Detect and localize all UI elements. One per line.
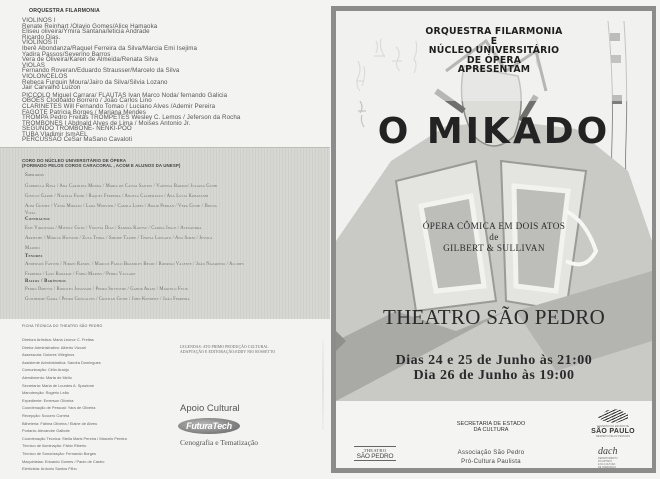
tenors-label: Tenores xyxy=(25,253,43,259)
tech-item: Expediente: Emerson Oliveira xyxy=(22,397,74,403)
orchestra-line: TUBA Vladimir IsmAEL xyxy=(22,130,88,138)
sp-logo-name: SÃO PAULO xyxy=(591,428,635,435)
credit-line: LEGENDAS: ATO PRIMO PRODUÇÃO CULTURAL xyxy=(180,345,269,349)
sponsors-strip xyxy=(336,401,652,473)
singer-line: Pedro Ometto / Rodolfo Jonasson / Pedro Silvestre / Gabor Arani / Marcelo Felix xyxy=(25,287,189,293)
presenter-line: DE ÓPERA xyxy=(466,54,522,66)
presenter-line: APRESENTAM xyxy=(457,64,531,76)
tech-item: Atendimento: Marta de Mello xyxy=(22,374,72,380)
orchestra-line: Fernando Roveran/Eduardo Strausser/Marcelo da Silva xyxy=(22,67,180,75)
theatro-sao-pedro-logo xyxy=(354,446,396,461)
fold-crease xyxy=(322,340,324,430)
singer-line: Vital xyxy=(25,211,36,217)
cultural-support-label: Apoio Cultural xyxy=(180,403,240,414)
dach-line: DEPARTAMENTO xyxy=(598,457,618,460)
tech-item: Eletricista: Antonio Santos Filho xyxy=(22,466,77,472)
orchestra-line: VIOLAS xyxy=(22,61,45,69)
theatro-logo-line: THEATRO xyxy=(354,446,396,453)
orchestra-line: CLARINETES Will Fernando Tomao / Luciano Alves /Ademir Pereira xyxy=(22,102,216,110)
orchestra-line: Eliseu oliveira/Ymira Santana/leticia Andrade xyxy=(22,28,150,36)
sp-logo-tagline: RESPEITO PELAS PESSOAS xyxy=(596,435,630,438)
orchestra-line: TROMBONES I Abdnald Alves de Lima / Moises Antonio Jr. xyxy=(22,119,191,127)
sao-paulo-government-logo xyxy=(589,409,637,438)
opera-authors: GILBERT & SULLIVAN xyxy=(443,243,545,253)
singer-line: Giselle Garde / Natália Froni / Raquel Ferreira / Angela Calderazzo / Ana Lucia Kobayashi xyxy=(25,193,209,199)
sao-paulo-map-icon xyxy=(598,409,628,423)
orchestra-line: Ricardo Dias. xyxy=(22,33,61,41)
singer-line: Emy Yokoyama / Miyuky Goto / Violeta Dias / Sandra Kaetsu / Carina Ingle / Alexandra xyxy=(25,226,202,232)
sponsor-tagline: Cenografia e Tematização xyxy=(180,438,259,447)
opera-title: O MIKADO xyxy=(377,111,611,152)
orchestra-line: PICCOLO Miguel Carrara/ FLAUTAS Ivan Marco Noda/ fernando Galicia xyxy=(22,91,228,99)
contraltos-label: Contraltos xyxy=(25,217,50,223)
poster-cover xyxy=(331,6,656,473)
tech-sheet-section xyxy=(0,319,330,479)
poster-text-layer xyxy=(336,11,652,468)
opera-subtitle: ÓPERA CÔMICA EM DOIS ATOS xyxy=(422,221,566,231)
orchestra-section xyxy=(22,8,327,143)
singer-line: Anderson Fantini / Nikkei Rafael / Marcos Paulo Brandles Belmi / Rodrigo Valente / João Nazareno / Alcides xyxy=(25,261,244,267)
singer-line: Arrieche / Márcia Hotsumi / Zuza Terra / Simone Tarine / Teresa Longato / Ana Sorni / Jessica xyxy=(25,236,213,242)
credit-line: ADAPTAÇÃO E EDITORAÇÃO:EDDY NIO ROSSETTO xyxy=(180,350,276,354)
dach-logo xyxy=(598,446,634,469)
secretaria-line: DA CULTURA xyxy=(473,427,509,434)
tech-item: Coordenação Técnica: Stella Maris Pereira / Marcelo Pereira xyxy=(22,435,127,441)
dach-line: DE HAMBURGO xyxy=(598,466,617,469)
choir-heading-line: CORO DO NÚCLEO UNIVERSITÁRIO DE ÓPERA xyxy=(22,158,127,163)
tech-item: Portaria: Alexandre Galbote xyxy=(22,428,70,434)
orchestra-line: OBOÉS Clodoaldo Borrero / João Carlos Lino xyxy=(22,97,152,105)
orchestra-line: VIOLINOS II xyxy=(22,39,58,47)
opera-subtitle-by: de xyxy=(489,232,499,242)
orchestra-line: PERCUSSÃO CeSar MaSano Cavaloti xyxy=(22,136,133,144)
tech-item: Diretor Administrativo: Alberto Viccari xyxy=(22,344,86,350)
associacao-sao-pedro-logo xyxy=(446,449,536,467)
orchestra-line: TROMPA Pedro Freitas TROMPETES Wesley C. Lemos / Jeferson da Rocha xyxy=(22,114,241,122)
orchestra-line: Yadira Passos/Severino Barros xyxy=(22,50,111,58)
orchestra-line: VIOLINOS I xyxy=(22,17,56,24)
tech-item: Assessoria: Dolores Villeginos xyxy=(22,352,75,358)
singer-line: Gabriella Rosa / Ana Carolina Moura / Maria de Cassia Santos / Vanessa Barros/ Juliana Gushi xyxy=(25,184,218,189)
tech-item: Recepção: Socorro Correia xyxy=(22,412,70,418)
tech-item: Técnico de Sonorização: Fernando Borges xyxy=(22,450,96,456)
tech-item: Secretaria: Maria de Lourdes A. Spazione xyxy=(22,382,95,388)
sopranos-label: Sopranos xyxy=(25,173,45,178)
venue-name: THEATRO SÃO PEDRO xyxy=(382,305,606,329)
orchestra-line: FAGOTE Patricia Borges / Mariana Mendes xyxy=(22,108,146,116)
tech-item: Diretora Artística: Maria Leonor C. Freitas xyxy=(22,337,94,342)
basses-label: Baixos / Barítonos xyxy=(25,279,66,285)
singer-line: Makino xyxy=(25,245,40,251)
singer-line: Guilherme Gama / Pedro Gonçalves / Cristian Gushi / John Kennedy / João Ferreira xyxy=(25,297,190,303)
assoc-line: Pró-Cultura Paulista xyxy=(461,459,521,465)
tech-item: Coordenação de Pessoal: Yara de Oliveira xyxy=(22,405,96,411)
orchestra-line: SEGUNDO TROMBONE- NENKI-POO xyxy=(22,125,132,133)
sp-logo-top: GOVERNO DO ESTADO DE xyxy=(596,425,630,428)
presenter-line: ORQUESTRA FILARMONIA xyxy=(425,26,563,37)
orchestra-title: ORQUESTRA FILARMONIA xyxy=(29,8,100,14)
orchestra-line: Iberê Abondanza/Raquel Ferreira da Silva/Marcia Emi Isejima xyxy=(22,44,198,52)
choir-heading xyxy=(22,158,180,169)
secretaria-cultura-label xyxy=(446,421,536,434)
secretaria-line: SECRETARIA DE ESTADO xyxy=(456,421,526,427)
singer-line: Aoni Guedes / Vânia Morato / Lara Werster / Camila Lopes / Adair Pedran / Vera Gushi / Bruna xyxy=(25,203,217,209)
presenter-line: NÚCLEO UNIVERSITÁRIO xyxy=(428,45,560,57)
presenter-line: E xyxy=(490,35,498,47)
orchestra-line: Vera de Oliveira/Karen de Almeida/Renata Silva xyxy=(22,56,158,64)
credits-legend xyxy=(180,345,275,355)
orchestra-line: Rebeca Furquin Moura/Jairo da Silva/Silvia Lozano xyxy=(22,78,168,86)
choir-heading-line: (FORMADO PELOS COROS CARACORAL , ACOM E ALUNOS DA UNESP) xyxy=(22,163,181,169)
dach-wordmark: dach xyxy=(598,446,618,457)
choir-section xyxy=(0,147,330,319)
singer-line: Ferreira / Luiz Barakat / Fábio Marins / Pedro Vaccare xyxy=(25,271,136,277)
orchestra-line: Jair Carvalho Luizon xyxy=(22,84,81,92)
tech-item: Manutenção: Rogério Leão xyxy=(22,390,69,396)
tech-item: Bilheteria: Fátima Oliveira / Elaine de Abreu xyxy=(22,420,98,426)
presenters xyxy=(336,27,652,75)
orchestra-line: VIOLONCELOS xyxy=(22,72,68,80)
dach-line: DO ARTISTA xyxy=(598,460,612,463)
tech-item: Maquinistas: Eduardo Gomes / Paulo de Castro xyxy=(22,458,105,464)
tech-item: Técnico de Iluminação: Fábio Ribeiro xyxy=(22,443,87,449)
performance-dates-1: Dias 24 e 25 de Junho às 21:00 xyxy=(395,353,593,368)
assoc-line: Associação São Pedro xyxy=(457,450,525,456)
orchestra-line: Renate Reinhart /Olavio Gomes/Alice Hamaoka xyxy=(22,22,158,30)
choir-body xyxy=(25,171,325,305)
futuratech-logo: FuturaTech xyxy=(178,418,240,434)
tech-item: Assistente Administrativa: Sandra Domingues xyxy=(22,359,101,365)
theatro-logo-line: SÃO PEDRO xyxy=(354,453,396,461)
tech-sheet-list xyxy=(22,336,127,473)
tech-sheet-heading: FICHA TÉCNICA DO THEATRO SÃO PEDRO xyxy=(22,324,103,328)
dach-line: E DA CULTURA xyxy=(598,463,616,466)
performance-dates-2: Dia 26 de Junho às 19:00 xyxy=(413,368,575,383)
tech-item: Comunicação: Célio Araújo xyxy=(22,367,69,373)
